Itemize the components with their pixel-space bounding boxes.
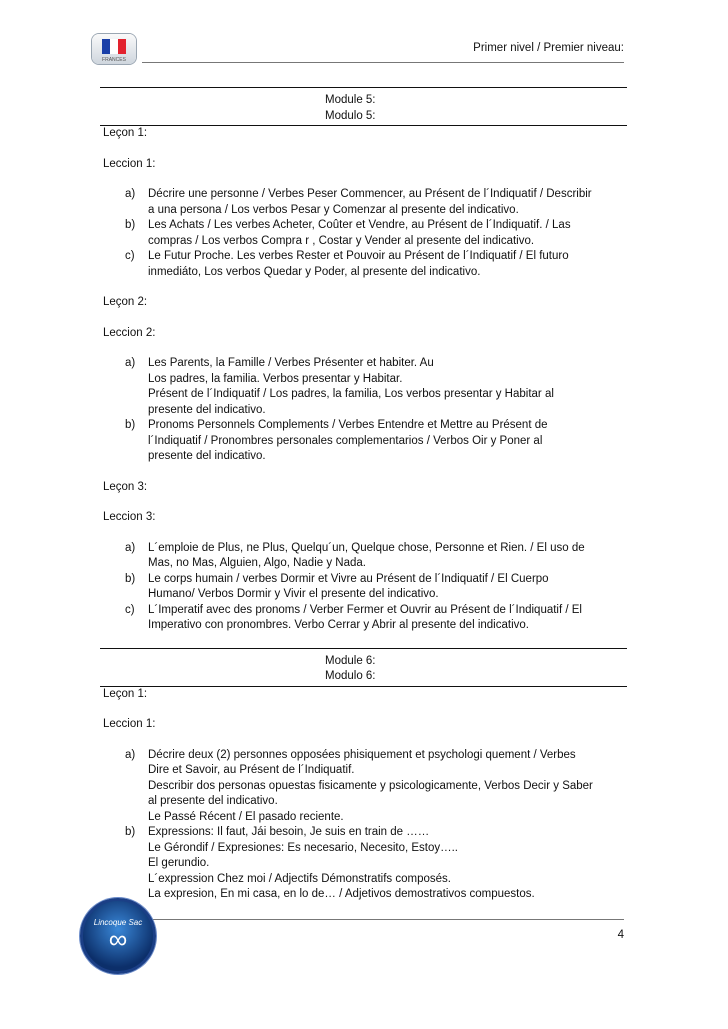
list-item: a) Les Parents, la Famille / Verbes Présenter et habiter. Au Los padres, la familia. Verbos presentar y Habitar. Présent de l´Indiquatif / Los padres, la familia, Los verbos presentar y Habitar al presente del indicativo. (125, 357, 554, 416)
list-item: b) Expressions: Il faut, Jái besoin, Je suis en train de …… Le Gérondif / Expresiones: Es necesario, Necesito, Estoy….. El gerundio. L´expression Chez moi / Adjectifs Démonstratifs composés. La expresion, En mi casa, en lo de… / Adjetivos demostrativos compuestos. (125, 826, 535, 900)
list-item: a) L´emploie de Plus, ne Plus, Quelqu´un, Quelque chose, Personne et Rien. / El uso de Mas, no Mas, Alguien, Algo, Nadie y Nada. (125, 541, 585, 569)
lesson-heading-fr: Leçon 3: (103, 480, 148, 493)
lesson-heading-es: Leccion 3: (103, 511, 156, 523)
module-6-heading (100, 648, 627, 687)
lesson-heading-es: Leccion 2: (103, 326, 156, 339)
company-logo (80, 898, 156, 974)
module-heading-es: Modulo 6: (325, 670, 376, 682)
infinity-icon: ∞ (108, 924, 128, 954)
header-title: Primer nivel / Premier niveau: (473, 42, 624, 54)
logo-text: Lincoque Sac (93, 918, 143, 927)
module-heading-fr: Module 6: (325, 654, 376, 667)
flag-icon (102, 39, 126, 54)
footer-divider (142, 919, 624, 920)
lesson-heading-fr: Leçon 1: (103, 127, 148, 139)
list-item: c) Le Futur Proche. Les verbes Rester et Pouvoir au Présent de l´Indiquatif / El futuro inmediáto, Los verbos Quedar y Poder, al presente del indicativo. (125, 250, 569, 278)
module-5-heading (100, 87, 627, 126)
lesson-heading-fr: Leçon 2: (103, 296, 148, 308)
header-divider (142, 62, 624, 63)
lesson-list (103, 187, 624, 280)
list-item: c) L´Imperatif avec des pronoms / Verber Fermer et Ouvrir au Présent de l´Indiquatif / El Imperativo con pronombres. Verbo Cerrar y Abrir al presente del indicativo. (125, 603, 582, 631)
lesson-list (103, 748, 624, 903)
module-heading-es: Modulo 5: (325, 109, 376, 122)
list-item: a) Décrire deux (2) personnes opposées phisiquement et psychologi quement / Verbes Dire et Savoir, au Présent de l´Indiquatif. Describir dos personas opuestas fisicamente y psicologicamente, Verbos Decir y Saber al presente del indicativo. Le Passé Récent / El pasado reciente. (125, 748, 593, 823)
france-flag-logo (92, 34, 136, 64)
module-heading-fr: Module 5: (325, 94, 376, 106)
document-body (103, 87, 624, 903)
lesson-heading-fr: Leçon 1: (103, 687, 148, 700)
logo-caption: FRANCES (102, 57, 126, 63)
list-item: a) Décrire une personne / Verbes Peser Commencer, au Présent de l´Indiquatif / Describir a una persona / Los verbos Pesar y Comenzar al presente del indicativo. (125, 188, 592, 216)
page-number: 4 (617, 929, 624, 941)
lesson-list (103, 356, 624, 465)
list-item: b) Le corps humain / verbes Dormir et Vivre au Présent de l´Indiquatif / El Cuerpo Humano/ Verbos Dormir y Vivir el presente del indicativo. (125, 572, 549, 600)
lesson-list (103, 541, 624, 634)
list-item: b) Pronoms Personnels Complements / Verbes Entendre et Mettre au Présent de l´Indiquatif / Pronombres personales complementarios / Verbos Oir y Poner al presente del indicativo. (125, 419, 548, 462)
lesson-heading-es: Leccion 1: (103, 157, 156, 170)
list-item: b) Les Achats / Les verbes Acheter, Coûter et Vendre, au Présent de l´Indiquatif. / Las compras / Los verbos Compra r , Costar y Vender al presente del indicativo. (125, 219, 571, 247)
lesson-heading-es: Leccion 1: (103, 718, 156, 730)
